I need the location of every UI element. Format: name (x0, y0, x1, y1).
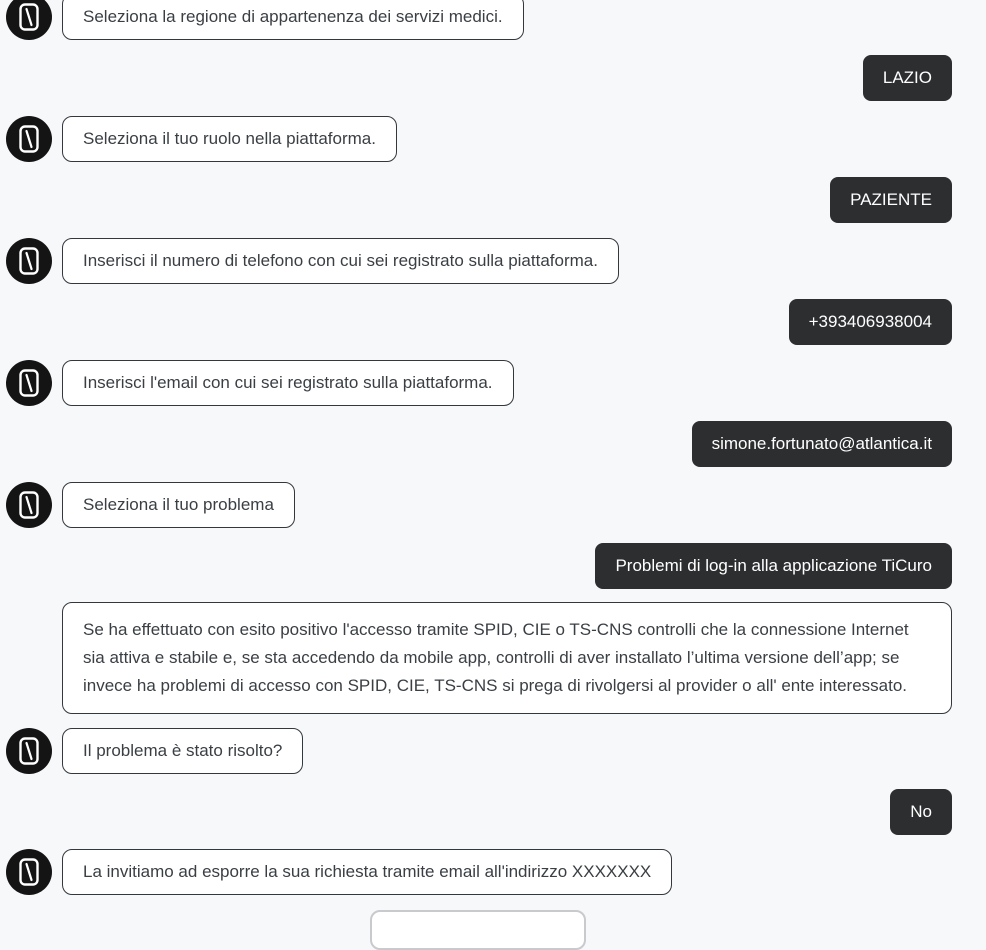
bot-message-bubble: Seleziona la regione di appartenenza dei servizi medici. (62, 0, 524, 40)
user-message-bubble: PAZIENTE (830, 177, 952, 223)
mobile-phone-slash-icon (6, 116, 52, 162)
user-message-row (6, 177, 952, 223)
bot-message-row (6, 602, 952, 714)
user-message-bubble: No (890, 789, 952, 835)
mobile-phone-slash-icon (6, 728, 52, 774)
bot-message-bubble: Seleziona il tuo problema (62, 482, 295, 528)
bot-message-bubble: Seleziona il tuo ruolo nella piattaforma. (62, 116, 397, 162)
bot-message-row (6, 116, 952, 162)
bot-message-row (6, 482, 952, 528)
bot-message-row (6, 849, 952, 895)
bot-message-bubble: Inserisci il numero di telefono con cui sei registrato sulla piattaforma. (62, 238, 619, 284)
user-message-bubble: LAZIO (863, 55, 952, 101)
mobile-phone-slash-icon (6, 238, 52, 284)
bot-message-row (6, 360, 952, 406)
user-message-row (6, 543, 952, 589)
bot-message-row (6, 0, 952, 40)
user-message-bubble: simone.fortunato@atlantica.it (692, 421, 952, 467)
user-message-row (6, 789, 952, 835)
user-message-row (6, 299, 952, 345)
mobile-phone-slash-icon (6, 0, 52, 40)
mobile-phone-slash-icon (6, 849, 52, 895)
bot-message-bubble: Inserisci l'email con cui sei registrato sulla piattaforma. (62, 360, 514, 406)
bot-message-bubble: Il problema è stato risolto? (62, 728, 303, 774)
bot-message-bubble: Se ha effettuato con esito positivo l'accesso tramite SPID, CIE o TS-CNS controlli che la connessione Internet sia attiva e stabile e, se sta accedendo da mobile app, controlli di aver installato l’ultima versione dell’app; se invece ha problemi di accesso con SPID, CIE, TS-CNS si prega di rivolgersi al provider o all' ente interessato. (62, 602, 952, 714)
user-message-bubble: +393406938004 (789, 299, 952, 345)
bot-message-row (6, 728, 952, 774)
chat-action-button-partial[interactable] (370, 910, 586, 950)
bot-message-bubble: La invitiamo ad esporre la sua richiesta tramite email all'indirizzo XXXXXXX (62, 849, 672, 895)
user-message-row (6, 55, 952, 101)
bot-message-row (6, 238, 952, 284)
mobile-phone-slash-icon (6, 482, 52, 528)
mobile-phone-slash-icon (6, 360, 52, 406)
user-message-bubble: Problemi di log-in alla applicazione TiCuro (595, 543, 952, 589)
user-message-row (6, 421, 952, 467)
